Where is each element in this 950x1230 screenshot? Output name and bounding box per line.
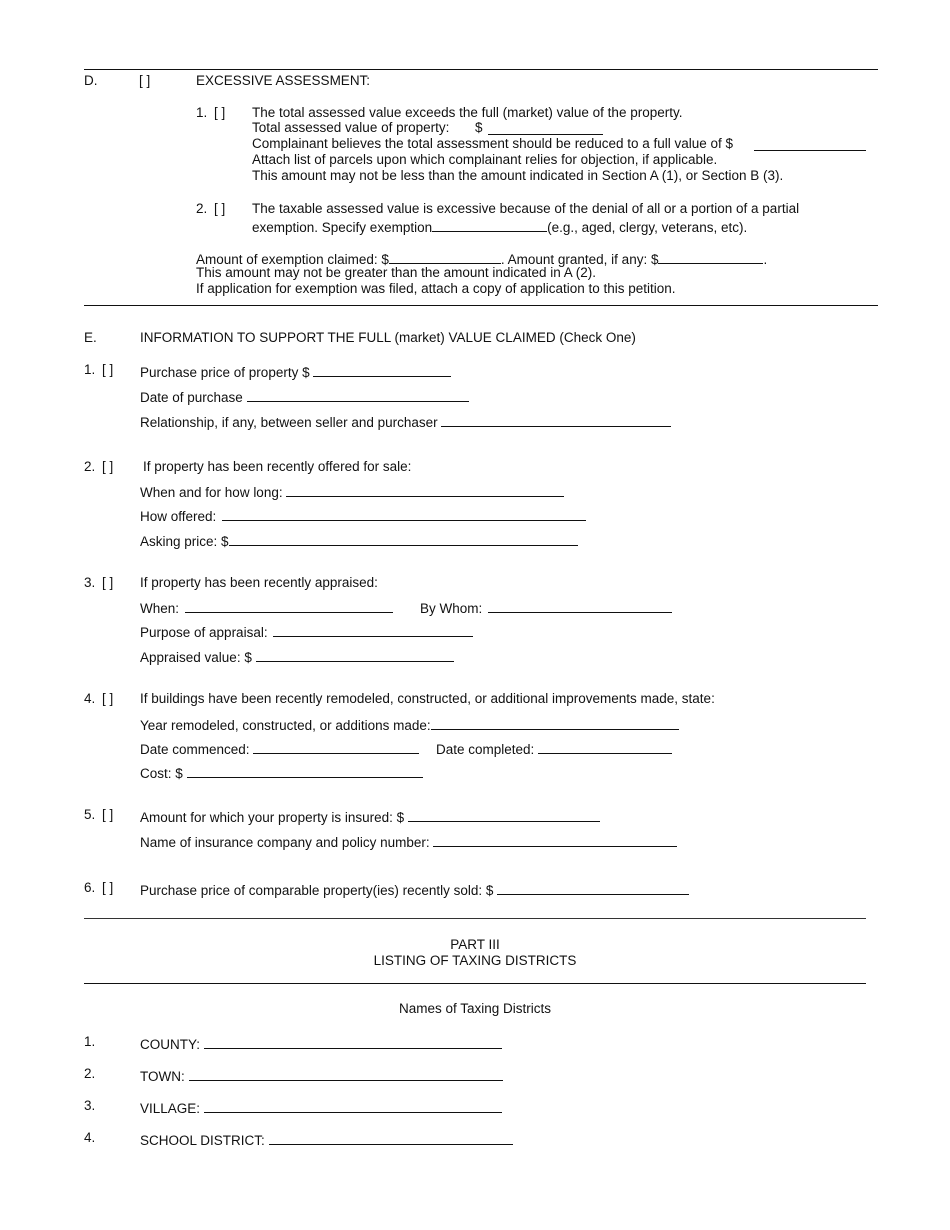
comparable-price-field[interactable] (497, 880, 689, 895)
e6-num: 6. (84, 880, 96, 895)
district-county-label: COUNTY: (140, 1037, 201, 1052)
appraised-when-field[interactable] (185, 598, 393, 613)
e3-value-label: Appraised value: $ (140, 650, 252, 665)
offered-when-field[interactable] (286, 482, 564, 497)
d-item2-line2 (252, 217, 747, 236)
e1-num: 1. (84, 362, 96, 377)
appraised-value-field[interactable] (256, 647, 454, 662)
e3-num: 3. (84, 575, 96, 590)
top-rule (84, 69, 878, 70)
e4-num: 4. (84, 691, 96, 706)
e1-relationship-row (140, 412, 671, 431)
district-school-row (140, 1130, 513, 1149)
e1-relationship-label: Relationship, if any, between seller and purchaser (140, 415, 438, 430)
e3-bywhom-row (420, 598, 672, 617)
county-field[interactable] (204, 1034, 502, 1049)
e4-completed-row (436, 739, 672, 758)
d-item2-line2-b: (e.g., aged, clergy, veterans, etc). (547, 220, 748, 235)
appraised-by-field[interactable] (488, 598, 672, 613)
d-item1-line2-label: Total assessed value of property: (252, 120, 450, 135)
e1-date-row (140, 387, 469, 406)
e2-when-label: When and for how long: (140, 485, 283, 500)
e5-insured-label: Amount for which your property is insured: $ (140, 810, 405, 825)
e5-insured-row (140, 807, 600, 826)
amount-granted-field[interactable] (658, 249, 763, 264)
district-4-num: 4. (84, 1130, 96, 1145)
district-3-num: 3. (84, 1098, 96, 1113)
e2-num: 2. (84, 459, 96, 474)
full-value-field[interactable] (754, 136, 866, 155)
e3-when-label: When: (140, 601, 180, 616)
e4-year-label: Year remodeled, constructed, or additions made: (140, 718, 431, 733)
e2-heading: If property has been recently offered for sale: (143, 459, 412, 474)
district-1-num: 1. (84, 1034, 96, 1049)
part3-subtitle: LISTING OF TAXING DISTRICTS (373, 953, 577, 968)
e5-insurer-row (140, 832, 677, 851)
d-item1-line3: Complainant believes the total assessment should be reduced to a full value of $ (252, 136, 734, 151)
village-field[interactable] (204, 1098, 502, 1113)
section-d-letter: D. (84, 73, 98, 88)
e1-purchase-row (140, 362, 451, 381)
district-2-num: 2. (84, 1066, 96, 1081)
exemption-claimed-field[interactable] (389, 249, 501, 264)
year-remodeled-field[interactable] (431, 715, 679, 730)
e2-asking-row (140, 531, 578, 550)
date-commenced-field[interactable] (253, 739, 419, 754)
d-item1-checkbox[interactable]: [ ] (214, 105, 226, 120)
insurance-company-field[interactable] (433, 832, 677, 847)
d-item2-num: 2. (196, 201, 208, 216)
e6-comparable-label: Purchase price of comparable property(ies) recently sold: $ (140, 883, 494, 898)
e3-bywhom-label: By Whom: (420, 601, 483, 616)
e3-purpose-row (140, 622, 473, 641)
d-item1-num: 1. (196, 105, 208, 120)
district-village-row (140, 1098, 502, 1117)
exemption-claimed-label: Amount of exemption claimed: $ (196, 252, 389, 267)
section-d-title: EXCESSIVE ASSESSMENT: (196, 73, 371, 88)
cost-field[interactable] (187, 763, 423, 778)
d-item2-line2-a: exemption. Specify exemption (252, 220, 433, 235)
e4-year-row (140, 715, 679, 734)
insured-amount-field[interactable] (408, 807, 600, 822)
e1-checkbox[interactable]: [ ] (102, 362, 114, 377)
d-item2-checkbox[interactable]: [ ] (214, 201, 226, 216)
e3-purpose-label: Purpose of appraisal: (140, 625, 268, 640)
e4-cost-row (140, 763, 423, 782)
e4-cost-label: Cost: $ (140, 766, 183, 781)
exemption-type-field[interactable] (432, 217, 547, 232)
e1-purchase-price-label: Purchase price of property $ (140, 365, 310, 380)
district-town-label: TOWN: (140, 1069, 185, 1084)
e5-num: 5. (84, 807, 96, 822)
e2-checkbox[interactable]: [ ] (102, 459, 114, 474)
town-field[interactable] (189, 1066, 503, 1081)
e5-checkbox[interactable]: [ ] (102, 807, 114, 822)
e3-when-row (140, 598, 393, 617)
part3-title: PART III (450, 937, 500, 952)
e4-commenced-row (140, 739, 419, 758)
d-item1-line4: Attach list of parcels upon which complainant relies for objection, if applicable. (252, 152, 718, 167)
how-offered-field[interactable] (222, 506, 586, 521)
e5-insurer-label: Name of insurance company and policy number: (140, 835, 430, 850)
district-town-row (140, 1066, 503, 1085)
e3-checkbox[interactable]: [ ] (102, 575, 114, 590)
part3-rule (84, 983, 866, 984)
e4-completed-label: Date completed: (436, 742, 535, 757)
e4-checkbox[interactable]: [ ] (102, 691, 114, 706)
appraisal-purpose-field[interactable] (273, 622, 473, 637)
e2-how-row (140, 506, 586, 525)
e2-how-label: How offered: (140, 509, 217, 524)
e6-comparable-row (140, 880, 689, 899)
d-item1-line2-currency: $ (475, 120, 483, 135)
names-of-taxing-districts-heading: Names of Taxing Districts (398, 1001, 552, 1016)
e2-when-row (140, 482, 564, 501)
e2-asking-label: Asking price: $ (140, 534, 229, 549)
school-district-field[interactable] (269, 1130, 513, 1145)
date-of-purchase-field[interactable] (247, 387, 469, 402)
district-county-row (140, 1034, 502, 1053)
asking-price-field[interactable] (229, 531, 578, 546)
section-d-bottom-rule (84, 305, 878, 306)
section-e-title: INFORMATION TO SUPPORT THE FULL (market) VALUE CLAIMED (Check One) (140, 330, 636, 345)
e3-heading: If property has been recently appraised: (140, 575, 378, 590)
exemption-note1: This amount may not be greater than the amount indicated in A (2). (196, 265, 596, 280)
section-d-checkbox[interactable]: [ ] (139, 73, 151, 88)
section-e-bottom-rule (84, 918, 866, 919)
e4-commenced-label: Date commenced: (140, 742, 250, 757)
purchase-price-field[interactable] (313, 362, 451, 377)
relationship-field[interactable] (441, 412, 671, 427)
district-village-label: VILLAGE: (140, 1101, 201, 1116)
period: . (763, 252, 768, 267)
d-item1-line5: This amount may not be less than the amount indicated in Section A (1), or Section B (3). (252, 168, 784, 183)
section-e-letter: E. (84, 330, 97, 345)
amount-granted-label: . Amount granted, if any: $ (500, 252, 659, 267)
e3-value-row (140, 647, 454, 666)
d-item1-line1: The total assessed value exceeds the full (market) value of the property. (252, 105, 683, 120)
d-item2-line1: The taxable assessed value is excessive because of the denial of all or a portion of a partial (252, 201, 800, 216)
e1-date-label: Date of purchase (140, 390, 243, 405)
e4-heading: If buildings have been recently remodeled, constructed, or additional improvements made, state: (140, 691, 715, 706)
e6-checkbox[interactable]: [ ] (102, 880, 114, 895)
date-completed-field[interactable] (538, 739, 672, 754)
district-school-label: SCHOOL DISTRICT: (140, 1133, 265, 1148)
exemption-note2: If application for exemption was filed, attach a copy of application to this petition. (196, 281, 676, 296)
